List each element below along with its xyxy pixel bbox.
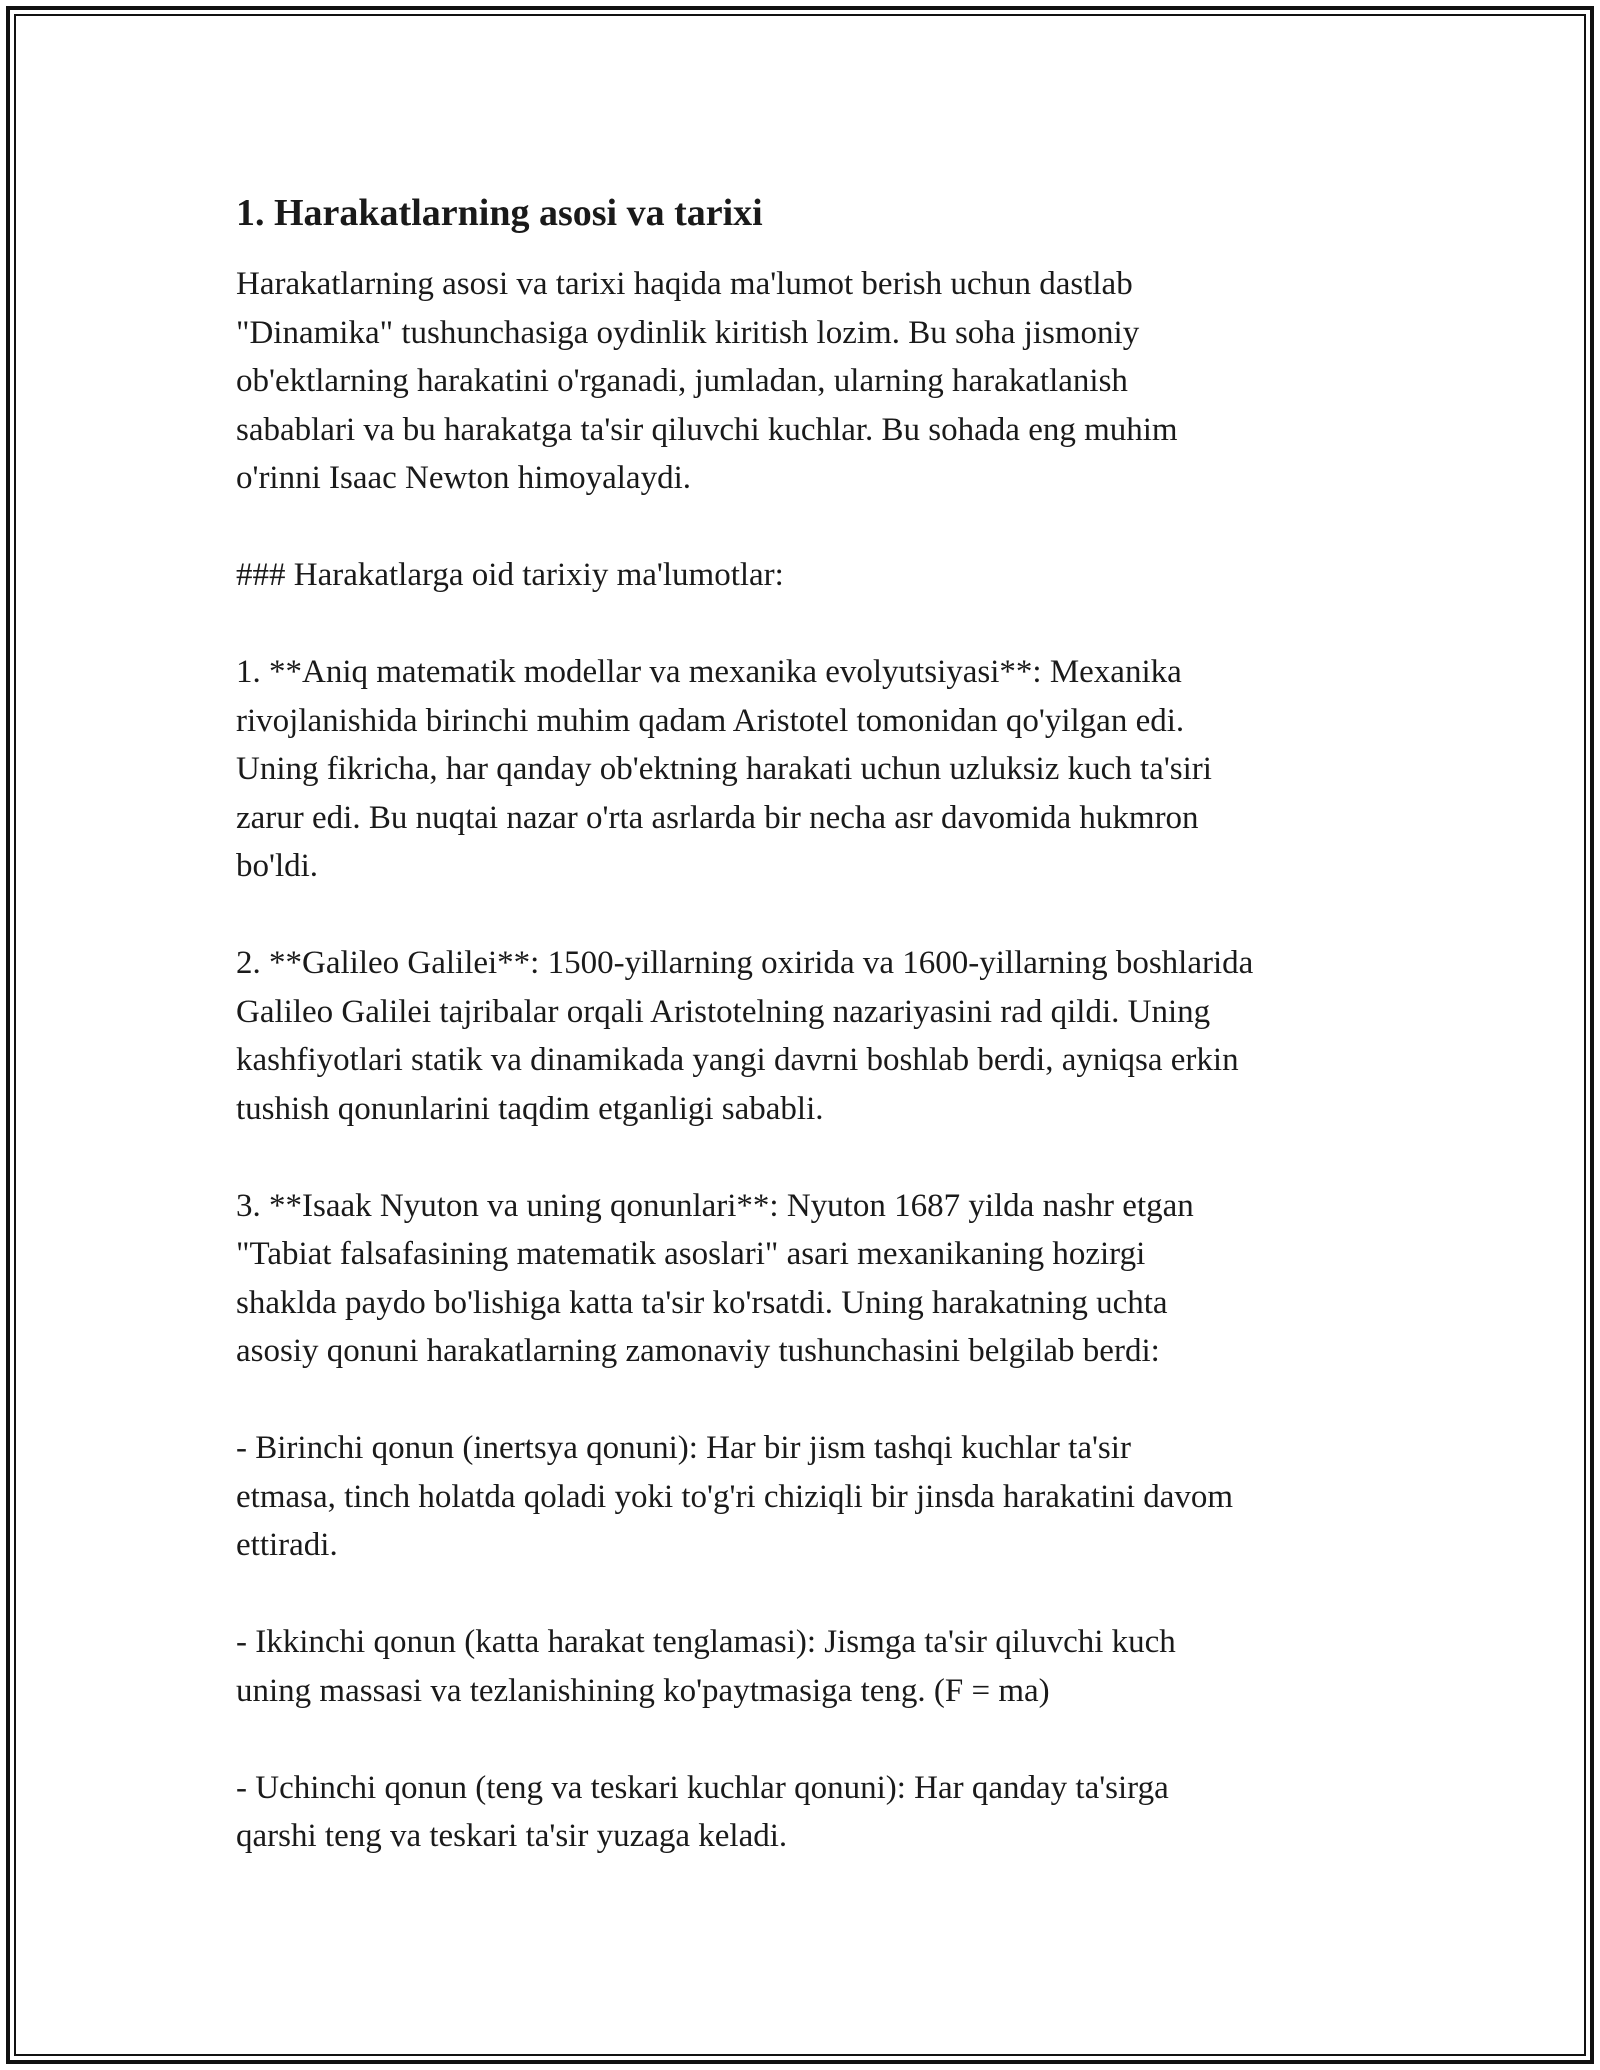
sub-item-third-law: - Uchinchi qonun (teng va teskari kuchlar qonuni): Har qanday ta'sirga qarshi teng va teskari ta'sir yuzaga keladi. bbox=[236, 1769, 1169, 1854]
list-item-newton: 3. **Isaak Nyuton va uning qonunlari**: Nyuton 1687 yilda nashr etgan "Tabiat falsafasining matematik asoslari" asari mexanikaning hozirgi shaklda paydo bo'lishiga katta ta'sir ko'rsatdi. Uning harakatning uchta asosiy qonuni harakatlarning zamonaviy tushunchasini belgilab berdi: bbox=[236, 1187, 1194, 1369]
sub-item-first-law: - Birinchi qonun (inertsya qonuni): Har bir jism tashqi kuchlar ta'sir etmasa, tinch holatda qoladi yoki to'g'ri chiziqli bir jinsda harakatini davom ettiradi. bbox=[236, 1430, 1234, 1563]
section-heading: 1. Harakatlarning asosi va tarixi bbox=[236, 192, 763, 234]
intro-paragraph: Harakatlarning asosi va tarixi haqida ma'lumot berish uchun dastlab "Dinamika" tushunchasiga oydinlik kiritish lozim. Bu soha jismoniy ob'ektlarning harakatini o'rganadi, jumladan, ularning harakatlanish sabablari va bu harakatga ta'sir qiluvchi kuchlar. Bu sohada eng muhim o'rinni Isaac Newton himoyalaydi. bbox=[236, 266, 1178, 496]
subsection-heading: ### Harakatlarga oid tarixiy ma'lumotlar: bbox=[236, 557, 784, 593]
list-item-aristotle: 1. **Aniq matematik modellar va mexanika evolyutsiyasi**: Mexanika rivojlanishida birinchi muhim qadam Aristotel tomonidan qo'yilgan edi. Uning fikricha, har qanday ob'ektning harakati uchun uzluksiz kuch ta'siri zarur edi. Bu nuqtai nazar o'rta asrlarda bir necha asr davomida hukmron bo'ldi. bbox=[236, 654, 1212, 884]
document-body bbox=[236, 186, 1386, 1861]
list-item-galileo: 2. **Galileo Galilei**: 1500-yillarning oxirida va 1600-yillarning boshlarida Galileo Galilei tajribalar orqali Aristotelning nazariyasini rad qildi. Uning kashfiyotlari statik va dinamikada yangi davrni boshlab berdi, ayniqsa erkin tushish qonunlarini taqdim etganligi sababli. bbox=[236, 945, 1254, 1127]
sub-item-second-law: - Ikkinchi qonun (katta harakat tenglamasi): Jismga ta'sir qiluvchi kuch uning massasi va tezlanishining ko'paytmasiga teng. (F = ma) bbox=[236, 1624, 1176, 1709]
